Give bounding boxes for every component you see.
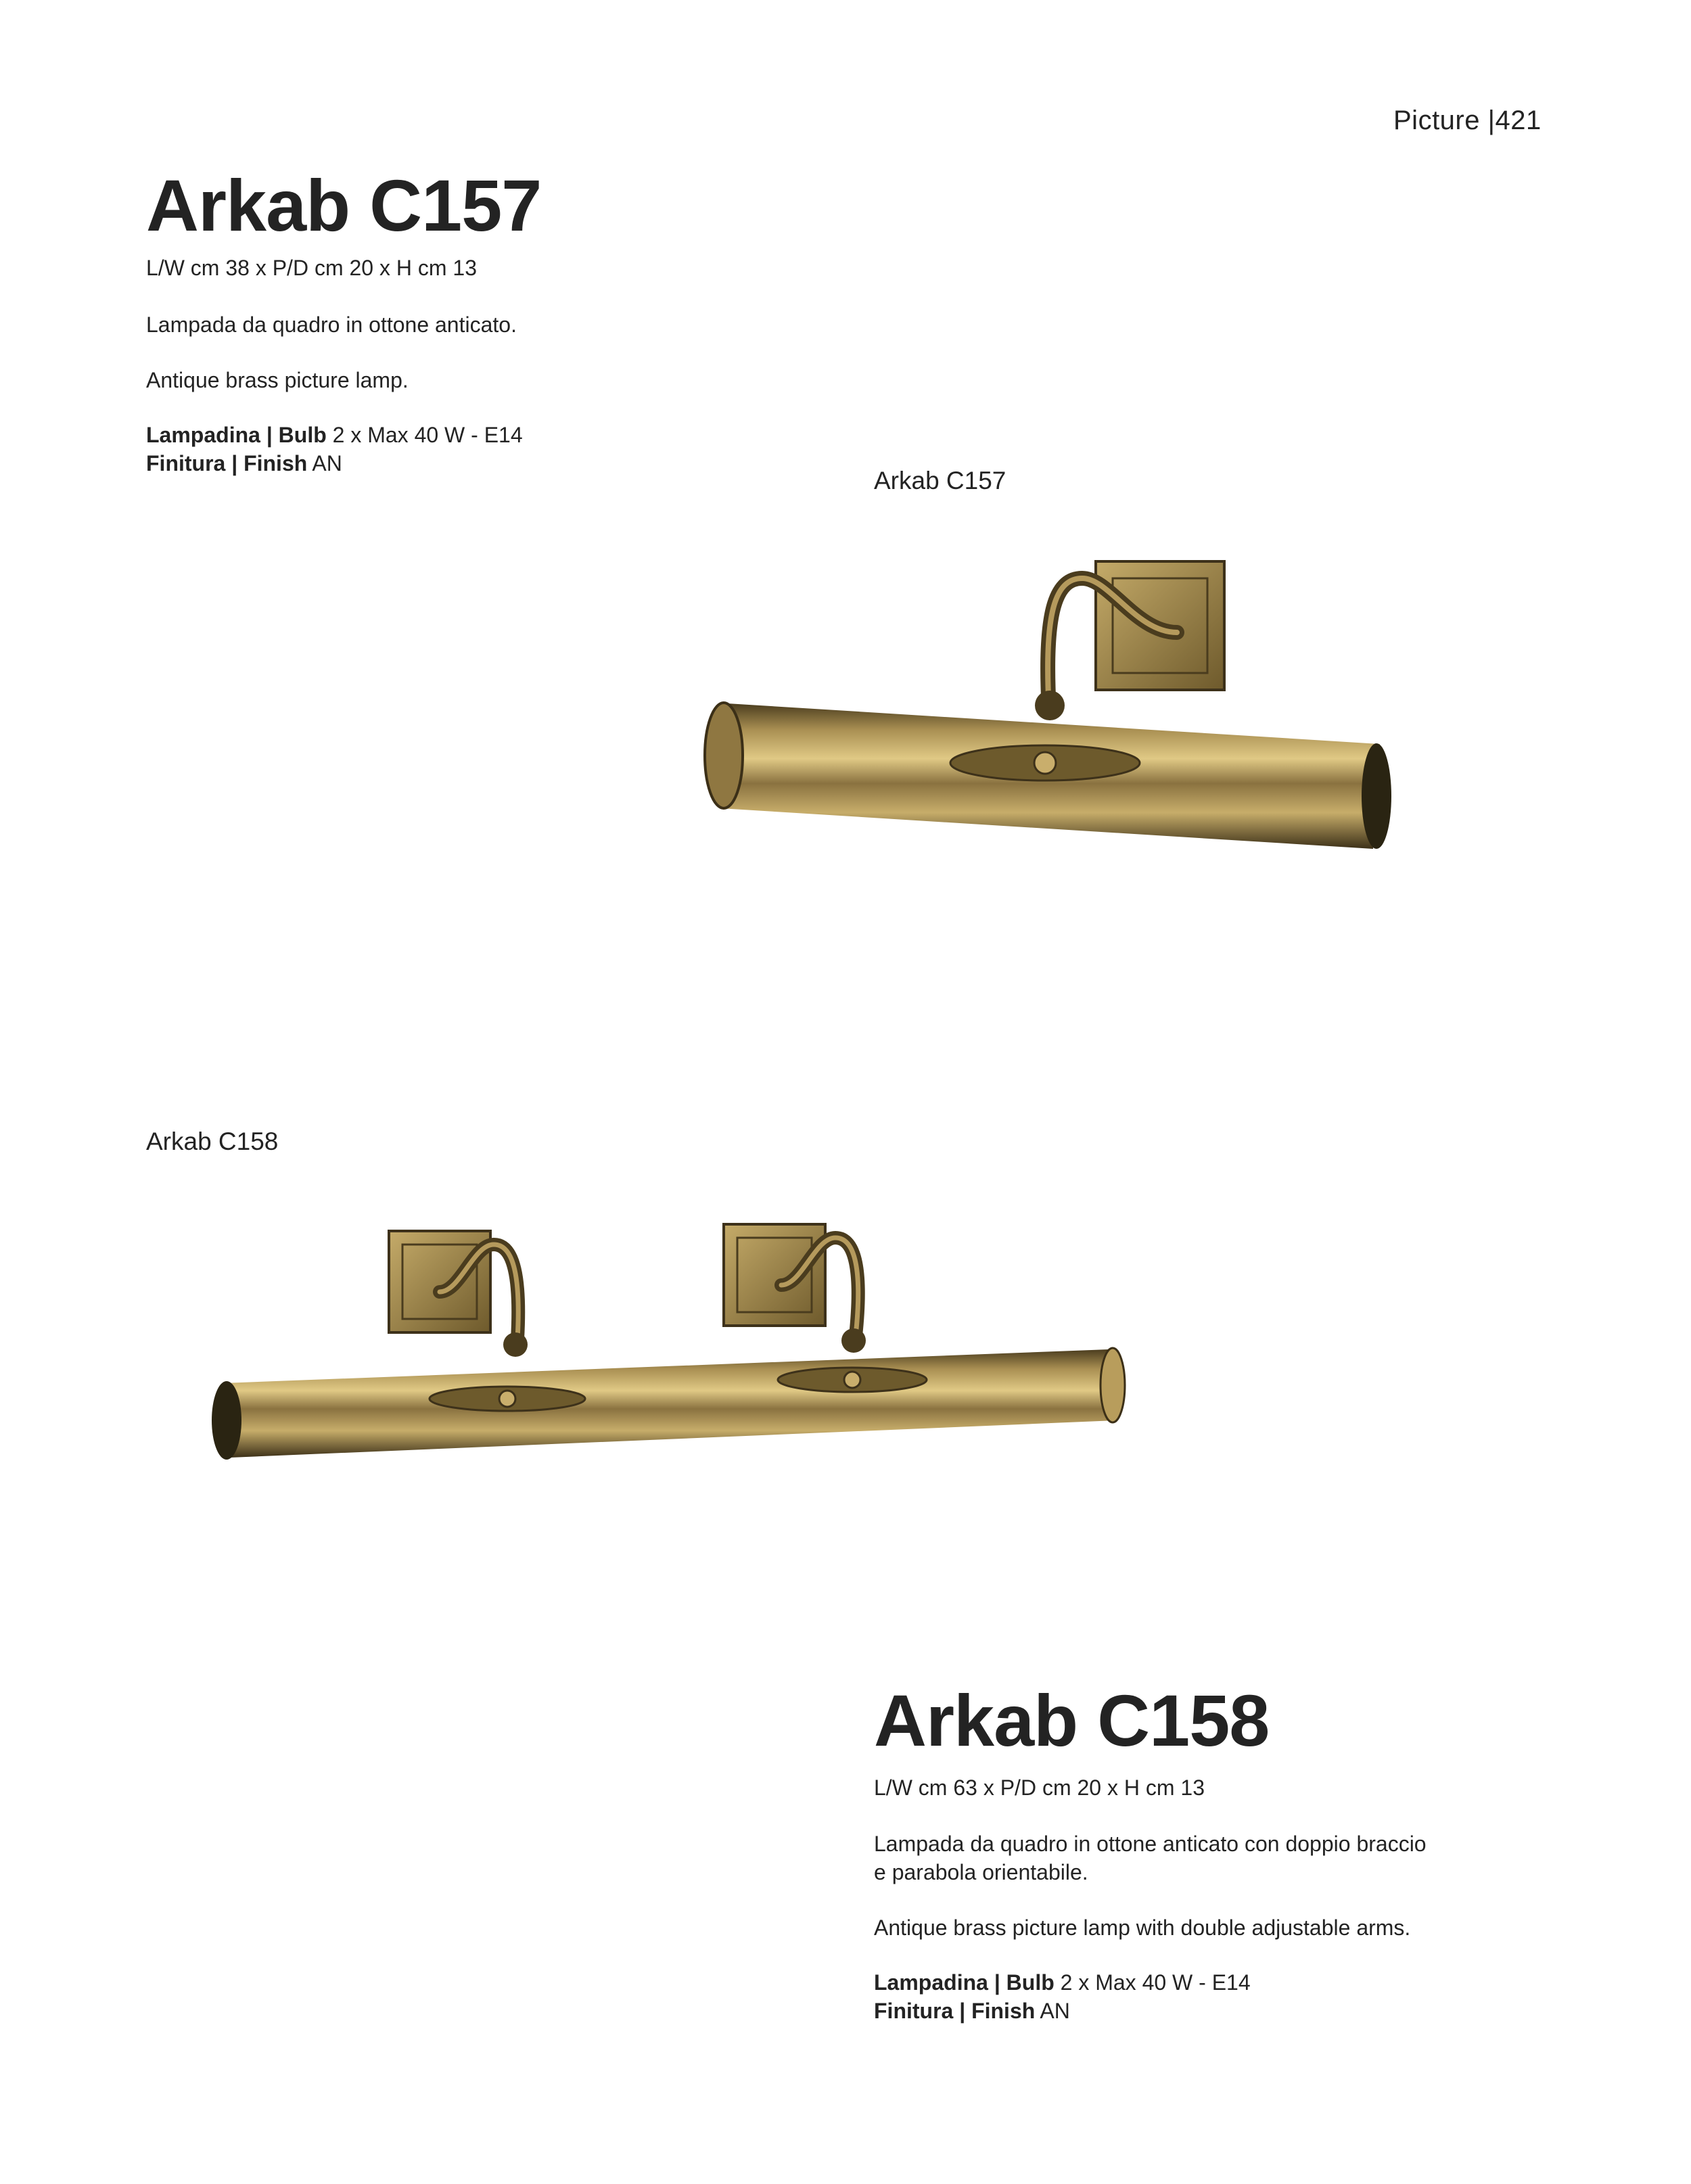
spec-bulb-c158 xyxy=(874,1968,1251,1997)
bulb-label: Lampadina | Bulb xyxy=(146,423,327,447)
finish-value: AN xyxy=(312,451,342,475)
finish-label: Finitura | Finish xyxy=(874,1999,1036,2023)
ornament-rosette xyxy=(1034,752,1056,774)
lamp-image-c158 xyxy=(203,1217,1136,1474)
spec-finish-c157 xyxy=(146,449,342,478)
ornament-rosette-right xyxy=(844,1372,860,1388)
section-label: Picture xyxy=(1393,106,1480,135)
bulb-label: Lampadina | Bulb xyxy=(874,1970,1055,1995)
page-number: 421 xyxy=(1495,106,1542,135)
page-header xyxy=(1393,106,1542,136)
description-english-c157: Antique brass picture lamp. xyxy=(146,368,409,392)
product-title-c158: Arkab C158 xyxy=(874,1679,1270,1761)
bulb-value: 2 x Max 40 W - E14 xyxy=(332,423,523,447)
product-dimensions-c157: L/W cm 38 x P/D cm 20 x H cm 13 xyxy=(146,256,477,280)
bulb-value: 2 x Max 40 W - E14 xyxy=(1060,1970,1251,1995)
lamp-image-c157 xyxy=(703,551,1420,856)
lamp-tube-long xyxy=(223,1349,1116,1458)
image-caption-c158: Arkab C158 xyxy=(146,1128,279,1155)
product-title-c157: Arkab C157 xyxy=(146,164,542,246)
ornament-rosette-left xyxy=(499,1391,515,1407)
product-dimensions-c158: L/W cm 63 x P/D cm 20 x H cm 13 xyxy=(874,1775,1205,1800)
arm-knuckle xyxy=(1035,691,1065,720)
description-italian-c158-line1: Lampada da quadro in ottone anticato con doppio braccio xyxy=(874,1832,1427,1856)
description-italian-c157: Lampada da quadro in ottone anticato. xyxy=(146,312,517,337)
tube-end-left xyxy=(212,1381,241,1460)
finish-label: Finitura | Finish xyxy=(146,451,308,475)
wall-plate-left xyxy=(389,1231,490,1332)
image-caption-c157: Arkab C157 xyxy=(874,467,1006,494)
finish-value: AN xyxy=(1040,1999,1070,2023)
spec-finish-c158 xyxy=(874,1997,1070,2025)
description-italian-c158-line2: e parabola orientabile. xyxy=(874,1860,1088,1884)
wall-plate-right xyxy=(724,1224,825,1326)
header-separator: | xyxy=(1487,106,1496,135)
spec-bulb-c157 xyxy=(146,421,523,449)
arm-knuckle-right xyxy=(841,1328,866,1353)
tube-end-left xyxy=(705,703,743,808)
tube-end-right xyxy=(1101,1348,1125,1422)
description-english-c158: Antique brass picture lamp with double adjustable arms. xyxy=(874,1915,1411,1940)
arm-knuckle-left xyxy=(503,1332,528,1357)
tube-end-right xyxy=(1362,743,1391,849)
